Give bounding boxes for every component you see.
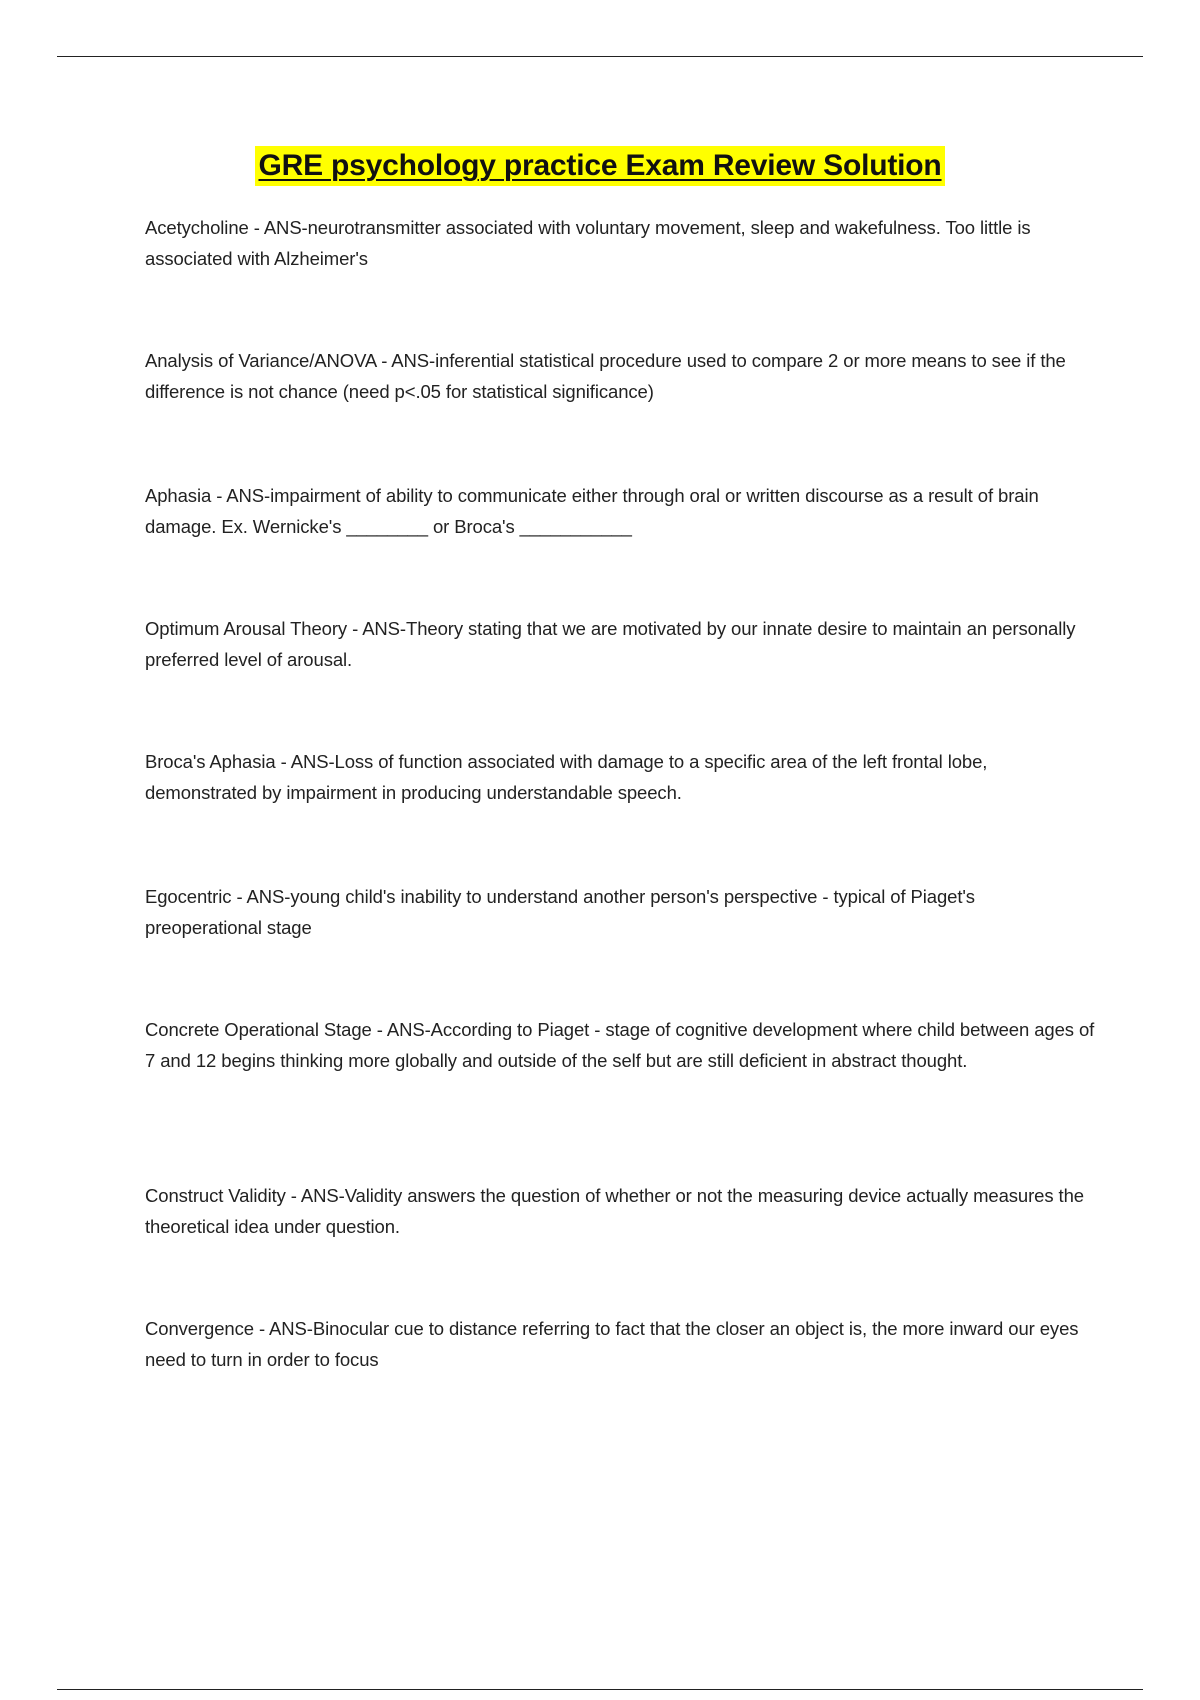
- top-rule: [57, 56, 1143, 57]
- entry-convergence: Convergence - ANS-Binocular cue to distance referring to fact that the closer an object is, the more inward our eyes need to turn in order to focus: [145, 1318, 1079, 1370]
- entry-egocentric: Egocentric - ANS-young child's inability to understand another person's perspective - typical of Piaget's preoperational stage: [145, 886, 975, 938]
- bottom-rule: [57, 1689, 1143, 1690]
- entry-brocas-aphasia: Broca's Aphasia - ANS-Loss of function associated with damage to a specific area of the left frontal lobe, demonstrated by impairment in producing understandable speech.: [145, 751, 988, 803]
- entry-aphasia: Aphasia - ANS-impairment of ability to communicate either through oral or written discourse as a result of brain damage. Ex. Wernicke's ________ or Broca's ___________: [145, 485, 1039, 537]
- entry-concrete-operational: Concrete Operational Stage - ANS-According to Piaget - stage of cognitive development where child between ages of 7 and 12 begins thinking more globally and outside of the self but are still deficient in abstract thought.: [145, 1019, 1095, 1071]
- entry-acetycholine: Acetycholine - ANS-neurotransmitter associated with voluntary movement, sleep and wakefulness. Too little is associated with Alzheimer's: [145, 217, 1031, 269]
- entry-construct-validity: Construct Validity - ANS-Validity answers the question of whether or not the measuring device actually measures the theoretical idea under question.: [145, 1185, 1084, 1237]
- page-title: GRE psychology practice Exam Review Solution: [255, 146, 944, 186]
- title-container: [0, 146, 1200, 186]
- entry-anova: Analysis of Variance/ANOVA - ANS-inferential statistical procedure used to compare 2 or more means to see if the difference is not chance (need p<.05 for statistical significance): [145, 350, 1066, 402]
- entry-optimum-arousal: Optimum Arousal Theory - ANS-Theory stating that we are motivated by our innate desire to maintain an personally preferred level of arousal.: [145, 618, 1076, 670]
